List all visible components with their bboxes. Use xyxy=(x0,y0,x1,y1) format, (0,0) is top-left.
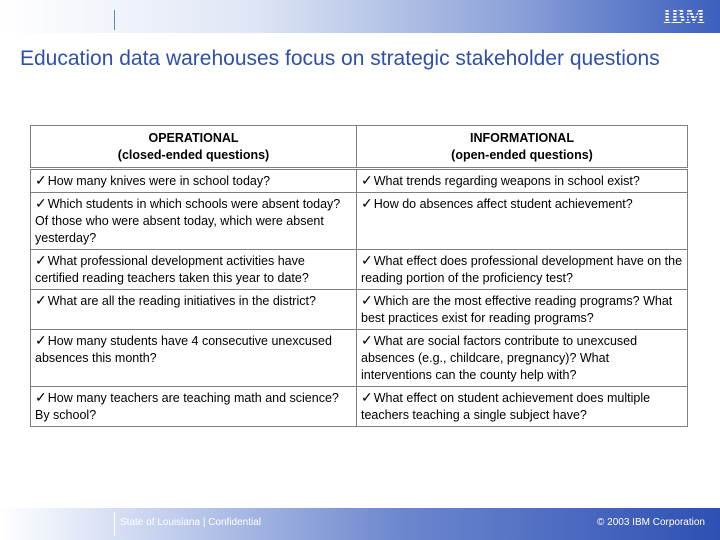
table-cell-informational xyxy=(357,250,688,290)
header-bar xyxy=(0,0,720,33)
column-header-operational xyxy=(31,126,357,169)
slide-title: Education data warehouses focus on strategic stakeholder questions xyxy=(20,47,660,70)
ibm-logo xyxy=(654,4,714,26)
table-cell-informational xyxy=(357,169,688,193)
question-text: Which are the most effective reading programs? What best practices exist for reading programs? xyxy=(361,294,673,325)
table-cell-operational xyxy=(31,330,357,387)
table-row xyxy=(31,330,688,387)
table-row xyxy=(31,250,688,290)
table-cell-operational xyxy=(31,250,357,290)
column-header-informational xyxy=(357,126,688,169)
table-row xyxy=(31,387,688,427)
column-subheading: (closed-ended questions) xyxy=(117,148,270,162)
table-cell-operational xyxy=(31,290,357,330)
checkmark-icon: ✓ xyxy=(35,389,47,405)
table-cell-operational xyxy=(31,169,357,193)
checkmark-icon: ✓ xyxy=(361,172,373,188)
table-cell-informational xyxy=(357,330,688,387)
question-text: What professional development activities have certified reading teachers taken this year to date? xyxy=(35,254,309,285)
checkmark-icon: ✓ xyxy=(361,195,373,211)
question-text: How many students have 4 consecutive unexcused absences this month? xyxy=(35,334,332,365)
table-row xyxy=(31,290,688,330)
question-text: How do absences affect student achievement? xyxy=(373,197,633,211)
question-text: What effect on student achievement does multiple teachers teaching a single subject have? xyxy=(361,391,651,422)
checkmark-icon: ✓ xyxy=(361,292,373,308)
question-text: How many knives were in school today? xyxy=(47,174,271,188)
table-row xyxy=(31,169,688,193)
checkmark-icon: ✓ xyxy=(35,332,47,348)
checkmark-icon: ✓ xyxy=(361,252,373,268)
question-text: How many teachers are teaching math and science? By school? xyxy=(35,391,339,422)
ibm-logo-text: IBM xyxy=(663,4,705,26)
table-row xyxy=(31,193,688,250)
footer-divider xyxy=(114,512,115,536)
table-cell-informational xyxy=(357,387,688,427)
table-cell-informational xyxy=(357,193,688,250)
question-text: What are all the reading initiatives in the district? xyxy=(47,294,316,308)
footer-confidential-label: State of Louisiana | Confidential xyxy=(120,517,262,528)
question-text: Which students in which schools were absent today? Of those who were absent today, which were absent yesterday? xyxy=(35,197,341,245)
column-subheading: (open-ended questions) xyxy=(451,148,593,162)
checkmark-icon: ✓ xyxy=(35,172,47,188)
header-divider xyxy=(114,10,115,30)
table-cell-informational xyxy=(357,290,688,330)
table-cell-operational xyxy=(31,193,357,250)
column-heading: INFORMATIONAL xyxy=(470,131,574,145)
checkmark-icon: ✓ xyxy=(35,292,47,308)
footer-bar xyxy=(0,508,720,540)
questions-table xyxy=(30,125,688,427)
checkmark-icon: ✓ xyxy=(361,332,373,348)
question-text: What trends regarding weapons in school exist? xyxy=(373,174,640,188)
footer-copyright: © 2003 IBM Corporation xyxy=(597,517,705,528)
table-header-row xyxy=(31,126,688,169)
column-heading: OPERATIONAL xyxy=(148,131,239,145)
checkmark-icon: ✓ xyxy=(35,252,47,268)
table-cell-operational xyxy=(31,387,357,427)
checkmark-icon: ✓ xyxy=(35,195,47,211)
question-text: What are social factors contribute to unexcused absences (e.g., childcare, pregnancy)? What interventions can the county help with? xyxy=(361,334,638,382)
question-text: What effect does professional development have on the reading portion of the proficiency test? xyxy=(361,254,683,285)
checkmark-icon: ✓ xyxy=(361,389,373,405)
